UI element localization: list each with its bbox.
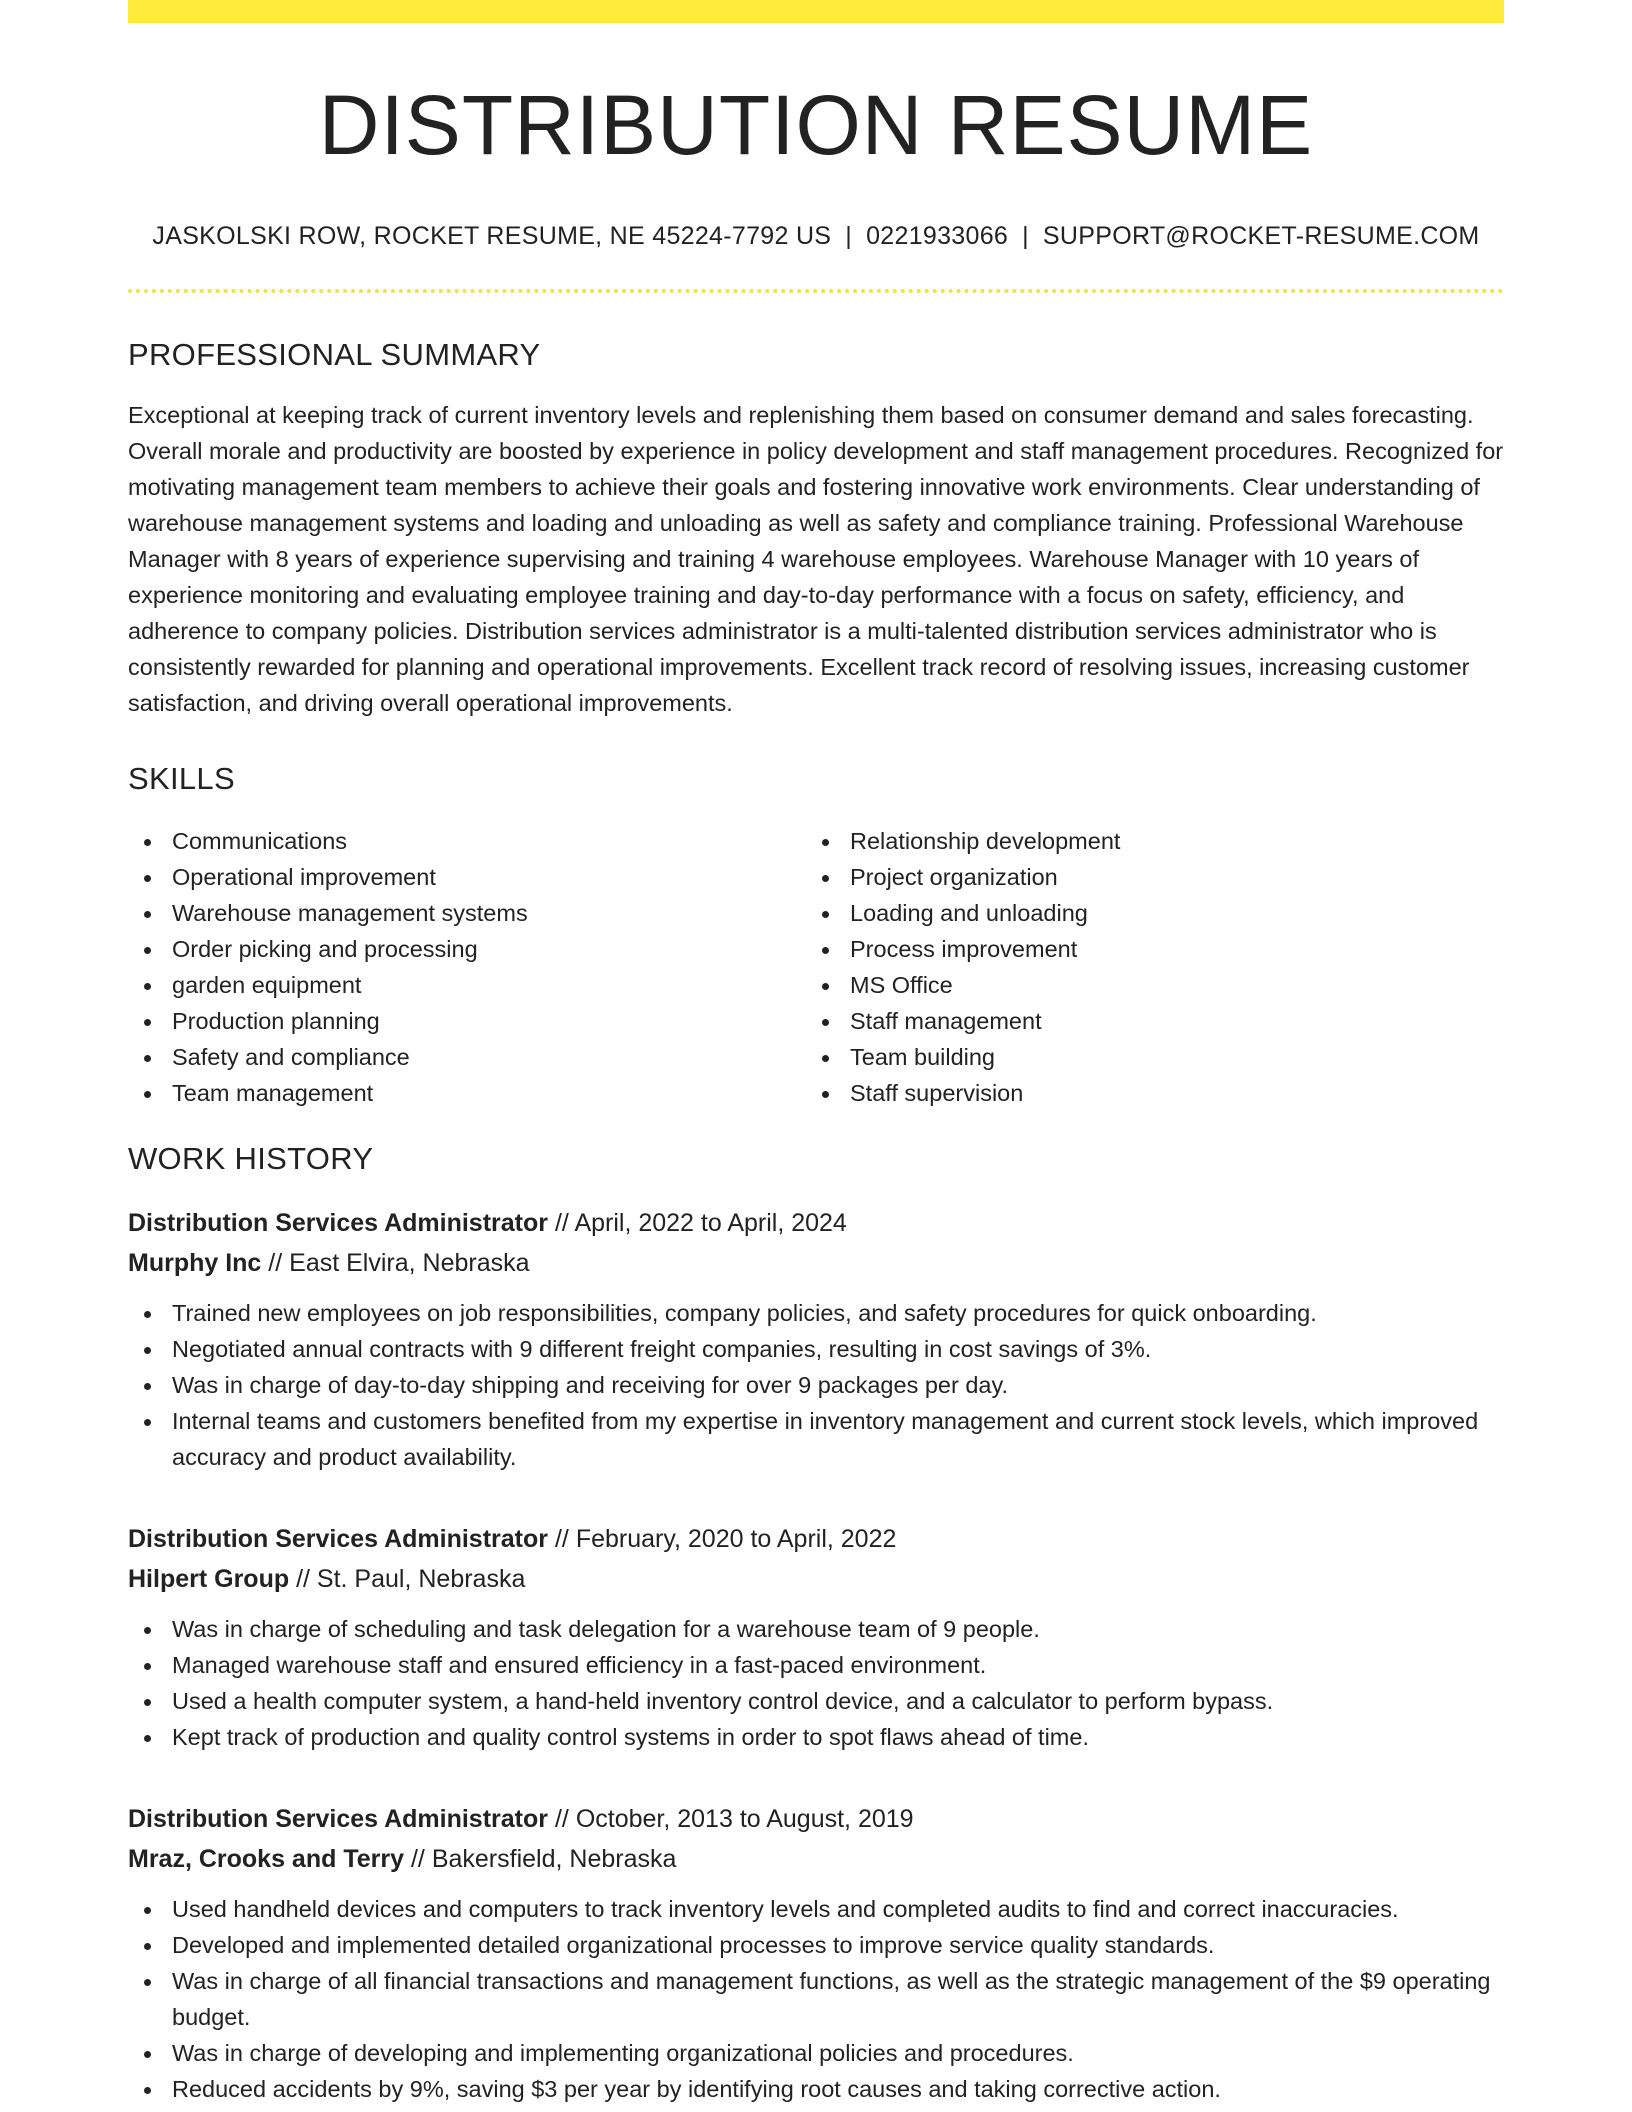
skill-item: Staff supervision (806, 1075, 1484, 1111)
skill-item: Team management (128, 1075, 806, 1111)
job-bullet: Developed and implemented detailed organizational processes to improve service quality standards. (128, 1927, 1504, 1963)
job-bullet: Used a health computer system, a hand-held inventory control device, and a calculator to perform bypass. (128, 1683, 1504, 1719)
skill-item: MS Office (806, 967, 1484, 1003)
job-bullet: Was in charge of scheduling and task delegation for a warehouse team of 9 people. (128, 1611, 1504, 1647)
skill-item: Production planning (128, 1003, 806, 1039)
date-separator: // (554, 1525, 569, 1553)
dotted-divider (128, 289, 1504, 293)
skill-item: Staff management (806, 1003, 1484, 1039)
job-entry (128, 1519, 1504, 1755)
skill-item: Relationship development (806, 823, 1484, 859)
job-company: Mraz, Crooks and Terry (128, 1845, 405, 1873)
work-history-heading: WORK HISTORY (128, 1141, 374, 1176)
job-location: East Elvira, Nebraska (289, 1249, 530, 1277)
contact-phone: 0221933066 (866, 222, 1009, 250)
skill-item: Project organization (806, 859, 1484, 895)
skill-item: garden equipment (128, 967, 806, 1003)
job-bullet: Reduced accidents by 9%, saving $3 per year by identifying root causes and taking corrective action. (128, 2071, 1504, 2107)
job-company-line (128, 1839, 1504, 1879)
date-separator: // (554, 1805, 569, 1833)
job-bullet: Was in charge of developing and implementing organizational policies and procedures. (128, 2035, 1504, 2071)
date-separator: // (410, 1845, 425, 1873)
job-bullet: Kept track of production and quality control systems in order to spot flaws ahead of time. (128, 1719, 1504, 1755)
job-role-line (128, 1519, 1504, 1559)
job-bullet: Trained new employees on job responsibilities, company policies, and safety procedures for quick onboarding. (128, 1295, 1504, 1331)
contact-separator: | (1022, 222, 1029, 250)
skill-item: Team building (806, 1039, 1484, 1075)
job-bullet: Negotiated annual contracts with 9 different freight companies, resulting in cost savings of 3%. (128, 1331, 1504, 1367)
job-dates: February, 2020 to April, 2022 (575, 1525, 897, 1553)
job-bullet: Managed warehouse staff and ensured efficiency in a fast-paced environment. (128, 1647, 1504, 1683)
job-bullets (128, 1611, 1504, 1755)
job-bullets (128, 1295, 1504, 1475)
skill-item: Process improvement (806, 931, 1484, 967)
summary-heading: PROFESSIONAL SUMMARY (128, 337, 541, 372)
job-company: Murphy Inc (128, 1249, 262, 1277)
job-role: Distribution Services Administrator (128, 1525, 548, 1553)
accent-bar (128, 0, 1504, 23)
resume-page (128, 0, 1504, 2107)
job-dates: April, 2022 to April, 2024 (574, 1209, 847, 1237)
skill-item: Order picking and processing (128, 931, 806, 967)
job-location: Bakersfield, Nebraska (431, 1845, 677, 1873)
skill-item: Safety and compliance (128, 1039, 806, 1075)
job-company-line (128, 1243, 1504, 1283)
resume-title: DISTRIBUTION RESUME (318, 78, 1314, 172)
job-role-line (128, 1203, 1504, 1243)
job-role-line (128, 1799, 1504, 1839)
job-bullet: Was in charge of day-to-day shipping and receiving for over 9 packages per day. (128, 1367, 1504, 1403)
contact-address: JASKOLSKI ROW, ROCKET RESUME, NE 45224-7792 US (152, 222, 832, 250)
job-bullet: Internal teams and customers benefited from my expertise in inventory management and current stock levels, which improved accuracy and product availability. (128, 1403, 1504, 1475)
date-separator: // (268, 1249, 283, 1277)
skills-list (128, 823, 1504, 1111)
job-location: St. Paul, Nebraska (316, 1565, 526, 1593)
job-role: Distribution Services Administrator (128, 1209, 548, 1237)
skills-column-left (128, 823, 806, 1111)
skill-item: Warehouse management systems (128, 895, 806, 931)
summary-text: Exceptional at keeping track of current inventory levels and replenishing them based on consumer demand and sales forecasting. Overall morale and productivity are boosted by experience in policy development and staff management procedures. Recognized for motivating management team members to achieve their goals and fostering innovative work environments. Clear understanding of warehouse management systems and loading and unloading as well as safety and compliance training. Professional Warehouse Manager with 8 years of experience supervising and training 4 warehouse employees. Warehouse Manager with 10 years of experience monitoring and evaluating employee training and day-to-day performance with a focus on safety, efficiency, and adherence to company policies. Distribution services administrator is a multi-talented distribution services administrator who is consistently rewarded for planning and operational improvements. Excellent track record of resolving issues, increasing customer satisfaction, and driving overall operational improvements. (128, 402, 1504, 716)
job-entry (128, 1799, 1504, 2107)
job-bullet: Was in charge of all financial transactions and management functions, as well as the strategic management of the $9 operating budget. (128, 1963, 1504, 2035)
skill-item: Operational improvement (128, 859, 806, 895)
job-bullets (128, 1891, 1504, 2107)
contact-line (128, 222, 1504, 251)
date-separator: // (554, 1209, 569, 1237)
job-company: Hilpert Group (128, 1565, 290, 1593)
job-entry (128, 1203, 1504, 1475)
skill-item: Loading and unloading (806, 895, 1484, 931)
contact-separator: | (845, 222, 853, 250)
skill-item: Communications (128, 823, 806, 859)
job-role: Distribution Services Administrator (128, 1805, 548, 1833)
skills-column-right (806, 823, 1484, 1111)
job-bullet: Used handheld devices and computers to track inventory levels and completed audits to find and correct inaccuracies. (128, 1891, 1504, 1927)
job-dates: October, 2013 to August, 2019 (575, 1805, 914, 1833)
skills-heading: SKILLS (128, 761, 235, 796)
date-separator: // (296, 1565, 310, 1593)
contact-email: SUPPORT@ROCKET-RESUME.COM (1042, 222, 1480, 250)
job-company-line (128, 1559, 1504, 1599)
